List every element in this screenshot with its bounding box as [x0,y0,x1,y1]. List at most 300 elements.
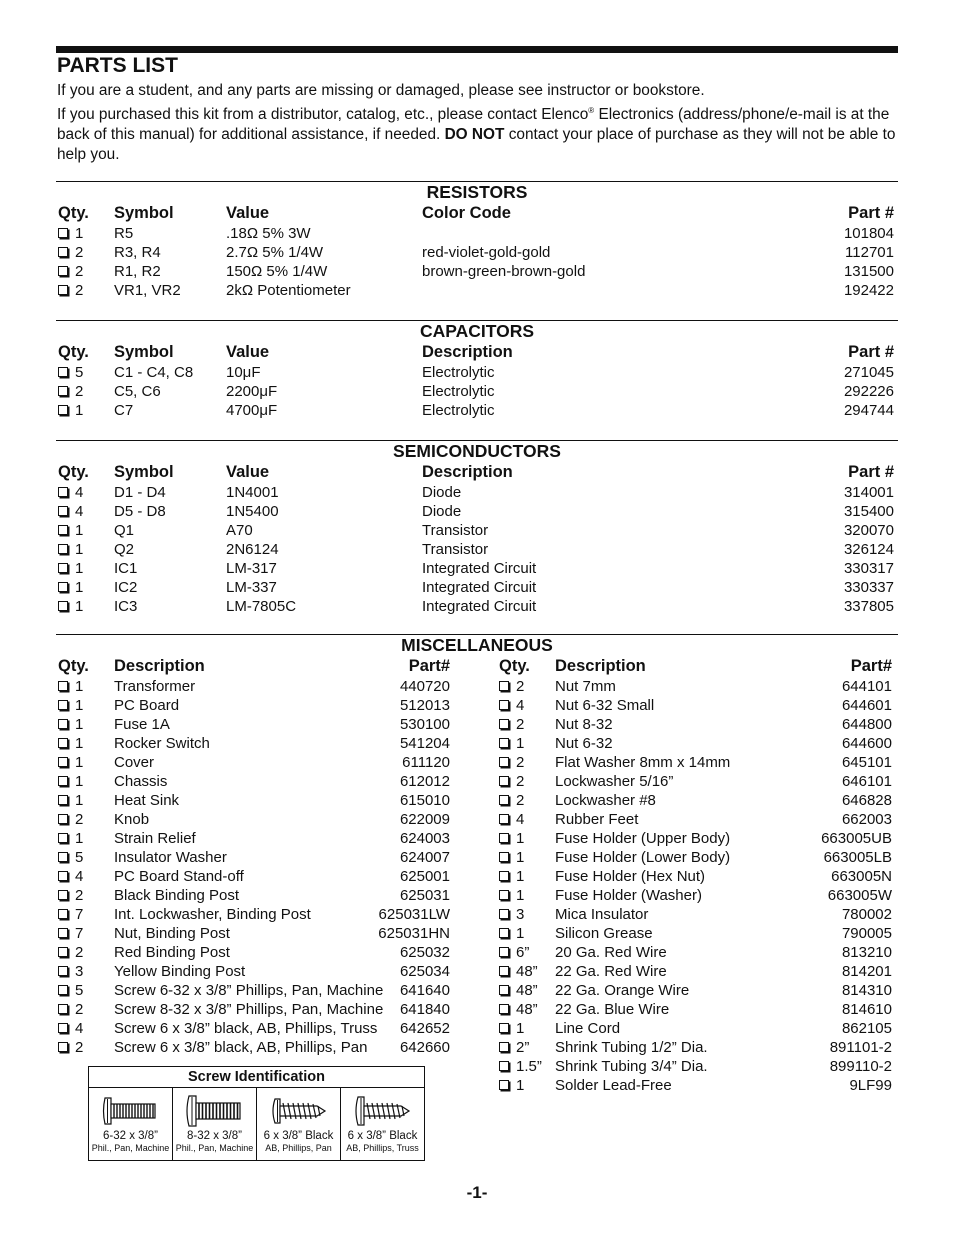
checkbox-icon[interactable] [499,1004,509,1014]
checkbox-icon[interactable] [499,776,509,786]
qty-value: 5 [75,364,84,381]
table-header [56,203,898,224]
qty-value: 3 [516,906,525,923]
qty-cell [58,578,83,597]
checkbox-icon[interactable] [58,719,68,729]
description-cell: Yellow Binding Post [114,963,246,980]
qty-value: 2 [516,716,525,733]
qty-value: 2 [516,754,525,771]
checkbox-icon[interactable] [58,890,68,900]
table-row [56,578,898,597]
qty-value: 1 [516,925,525,942]
table-row [497,1076,895,1095]
qty-cell [58,962,83,981]
checkbox-icon[interactable] [58,909,68,919]
qty-value: 1 [75,792,84,809]
checkbox-icon[interactable] [58,285,68,295]
table-header [56,342,898,363]
qty-value: 2 [75,1039,84,1056]
description-cell: Chassis [114,773,168,790]
symbol-cell: C5, C6 [114,383,161,400]
value-cell: A70 [226,522,253,539]
qty-cell [499,1038,529,1057]
checkbox-icon[interactable] [58,757,68,767]
qty-value: 4 [75,1020,84,1037]
checkbox-icon[interactable] [58,1042,68,1052]
misc-left-rows [56,677,476,1057]
qty-cell [58,401,83,420]
qty-value: 2 [75,811,84,828]
table-row [56,848,476,867]
part-number-cell: 624003 [399,830,450,847]
header-symbol: Symbol [114,463,174,481]
table-row [497,715,895,734]
header-description: Description [422,463,513,481]
symbol-cell: IC1 [114,560,138,577]
part-number-cell: 541204 [399,735,450,752]
description-cell: Insulator Washer [114,849,227,866]
capacitor-rows [56,363,898,420]
qty-cell [58,772,83,791]
checkbox-icon[interactable] [58,367,68,377]
qty-value: 2 [75,944,84,961]
checkbox-icon[interactable] [58,247,68,257]
section-title-capacitors: CAPACITORS [419,321,535,341]
qty-value: 1 [75,225,84,242]
checkbox-icon[interactable] [499,928,509,938]
qty-value: 2” [516,1039,530,1056]
table-row [56,382,898,401]
qty-value: 1 [516,849,525,866]
part-number-cell: 646101 [841,773,892,790]
description-cell: Electrolytic [422,364,495,381]
checkbox-icon[interactable] [58,985,68,995]
table-row [56,243,898,262]
description-cell: Knob [114,811,150,828]
checkbox-icon[interactable] [58,506,68,516]
screw-size-label: 6 x 3/8” Black [347,1130,418,1142]
checkbox-icon[interactable] [499,833,509,843]
qty-value: 2 [75,263,84,280]
table-row [497,867,895,886]
screw-cell [173,1088,257,1160]
checkbox-icon[interactable] [58,1023,68,1033]
checkbox-icon[interactable] [499,871,509,881]
description-cell: Integrated Circuit [422,598,537,615]
part-number-cell: 780002 [841,906,892,923]
qty-value: 2 [75,1001,84,1018]
qty-cell [58,363,83,382]
table-row [56,753,476,772]
part-number-cell: 625001 [399,868,450,885]
table-row [56,981,476,1000]
qty-value: 5 [75,982,84,999]
description-cell: 22 Ga. Orange Wire [555,982,690,999]
symbol-cell: D1 - D4 [114,484,166,501]
qty-cell [499,829,524,848]
qty-value: 4 [516,697,525,714]
screw-identification-box [88,1066,425,1161]
part-number-cell: 644600 [841,735,892,752]
qty-value: 1 [516,830,525,847]
description-cell: 22 Ga. Red Wire [555,963,667,980]
qty-value: 1.5” [516,1058,542,1075]
qty-value: 2 [516,792,525,809]
checkbox-icon[interactable] [499,852,509,862]
section-title-miscellaneous: MISCELLANEOUS [401,635,553,655]
header-qty: Qty. [58,463,89,481]
description-cell: red-violet-gold-gold [422,244,551,261]
qty-cell [58,1038,83,1057]
part-number-cell: 530100 [399,716,450,733]
checkbox-icon[interactable] [58,966,68,976]
checkbox-icon[interactable] [499,985,509,995]
part-number-cell: 625031LW [378,906,450,923]
checkbox-icon[interactable] [499,966,509,976]
checkbox-icon[interactable] [499,681,509,691]
part-number-cell: 663005W [827,887,892,904]
qty-value: 2 [75,282,84,299]
qty-cell [58,262,83,281]
qty-cell [499,943,529,962]
qty-value: 2 [75,244,84,261]
description-cell: Silicon Grease [555,925,653,942]
checkbox-icon[interactable] [58,814,68,824]
checkbox-icon[interactable] [58,487,68,497]
table-row [56,281,898,300]
qty-value: 1 [516,868,525,885]
description-cell: Transistor [422,541,489,558]
description-cell: Nut, Binding Post [114,925,230,942]
part-number-cell: 101804 [843,225,894,242]
semiconductors-table [56,462,898,616]
qty-value: 7 [75,925,84,942]
qty-cell [58,943,83,962]
header-description: Description [114,657,205,675]
header-qty: Qty. [58,343,89,361]
symbol-cell: R5 [114,225,134,242]
capacitors-table [56,342,898,420]
misc-table-left [56,656,476,1057]
qty-value: 6” [516,944,530,961]
symbol-cell: IC2 [114,579,138,596]
table-row [497,753,895,772]
qty-cell [58,1019,83,1038]
description-cell: Transformer [114,678,196,695]
part-number-cell: 644101 [841,678,892,695]
part-number-cell: 612012 [399,773,450,790]
description-cell: Nut 8-32 [555,716,613,733]
table-row [56,1000,476,1019]
table-row [497,1000,895,1019]
checkbox-icon[interactable] [58,1004,68,1014]
checkbox-icon[interactable] [499,757,509,767]
description-cell: Electrolytic [422,383,495,400]
checkbox-icon[interactable] [58,386,68,396]
value-cell: 2200μF [226,383,278,400]
qty-value: 1 [75,541,84,558]
qty-cell [499,772,524,791]
table-header [56,656,476,677]
intro-line-1: If you are a student, and any parts are missing or damaged, please see instructor or bookstore. [57,82,705,99]
description-cell: Screw 6 x 3/8” black, AB, Phillips, Pan [114,1039,368,1056]
checkbox-icon[interactable] [499,909,509,919]
qty-cell [499,715,524,734]
checkbox-icon[interactable] [58,795,68,805]
part-number-cell: 611120 [402,754,450,771]
qty-cell [58,382,83,401]
qty-value: 2 [75,887,84,904]
part-number-cell: 645101 [841,754,892,771]
table-row [497,924,895,943]
symbol-cell: Q1 [114,522,135,539]
part-number-cell: 625031 [399,887,450,904]
qty-value: 2 [516,773,525,790]
qty-cell [499,924,524,943]
checkbox-icon[interactable] [499,947,509,957]
description-cell: brown-green-brown-gold [422,263,586,280]
description-cell: Nut 6-32 [555,735,613,752]
checkbox-icon[interactable] [58,582,68,592]
screw-type-label: AB, Phillips, Pan [265,1143,332,1153]
description-cell: Fuse Holder (Hex Nut) [555,868,706,885]
description-cell: Diode [422,484,462,501]
part-number-cell: 315400 [843,503,894,520]
qty-cell [499,886,524,905]
description-cell: Shrink Tubing 3/4” Dia. [555,1058,708,1075]
qty-value: 2 [75,383,84,400]
description-cell: Fuse 1A [114,716,170,733]
screw-size-label: 6 x 3/8” Black [263,1130,334,1142]
checkbox-icon[interactable] [499,1061,509,1071]
description-cell: Shrink Tubing 1/2” Dia. [555,1039,708,1056]
description-cell: PC Board [114,697,180,714]
top-rule [56,46,898,53]
qty-value: 4 [75,503,84,520]
value-cell: 1N5400 [226,503,279,520]
qty-value: 1 [75,716,84,733]
part-number-cell: 337805 [843,598,894,615]
qty-cell [58,243,83,262]
value-cell: 2.7Ω 5% 1/4W [226,244,324,261]
part-number-cell: 622009 [399,811,450,828]
description-cell: Cover [114,754,155,771]
qty-cell [499,1000,538,1019]
part-number-cell: 625034 [399,963,450,980]
qty-cell [58,848,83,867]
table-row [56,886,476,905]
value-cell: LM-317 [226,560,277,577]
qty-value: 1 [75,560,84,577]
checkbox-icon[interactable] [499,795,509,805]
sheet-metal-screw-icon [269,1094,329,1128]
table-row [56,924,476,943]
qty-cell [499,696,524,715]
checkbox-icon[interactable] [58,833,68,843]
qty-cell [499,791,524,810]
qty-cell [499,905,524,924]
table-row [497,943,895,962]
description-cell: Nut 6-32 Small [555,697,655,714]
description-cell: Mica Insulator [555,906,649,923]
table-row [56,483,898,502]
part-number-cell: 625032 [399,944,450,961]
value-cell: LM-337 [226,579,277,596]
part-number-cell: 790005 [841,925,892,942]
qty-value: 7 [75,906,84,923]
part-number-cell: 642660 [399,1039,450,1056]
qty-value: 1 [75,579,84,596]
table-row [56,363,898,382]
table-row [56,829,476,848]
header-qty: Qty. [58,657,89,675]
qty-value: 1 [516,1077,525,1094]
symbol-cell: Q2 [114,541,135,558]
value-cell: 10μF [226,364,261,381]
screw-cell [341,1088,424,1160]
table-row [56,559,898,578]
part-number-cell: 642652 [399,1020,450,1037]
machine-screw-icon [101,1094,161,1128]
checkbox-icon[interactable] [58,852,68,862]
screw-type-label: Phil., Pan, Machine [91,1143,170,1153]
machine-screw-icon [185,1094,245,1128]
checkbox-icon[interactable] [499,738,509,748]
qty-value: 1 [516,1020,525,1037]
checkbox-icon[interactable] [58,601,68,611]
symbol-cell: IC3 [114,598,138,615]
qty-cell [58,715,83,734]
qty-value: 2 [516,678,525,695]
qty-cell [499,1076,524,1095]
checkbox-icon[interactable] [499,1042,509,1052]
value-cell: .18Ω 5% 3W [226,225,311,242]
part-number-cell: 440720 [399,678,450,695]
part-number-cell: 641640 [399,982,450,999]
description-cell: Electrolytic [422,402,495,419]
header-part: Part# [850,657,892,675]
symbol-cell: C7 [114,402,134,419]
checkbox-icon[interactable] [58,776,68,786]
qty-cell [58,981,83,1000]
checkbox-icon[interactable] [499,814,509,824]
table-row [497,810,895,829]
part-number-cell: 814610 [841,1001,892,1018]
table-row [56,1038,476,1057]
qty-cell [58,521,83,540]
table-row [56,791,476,810]
qty-value: 1 [75,830,84,847]
part-number-cell: 624007 [399,849,450,866]
checkbox-icon[interactable] [58,405,68,415]
checkbox-icon[interactable] [58,871,68,881]
checkbox-icon[interactable] [58,266,68,276]
part-number-cell: 662003 [841,811,892,828]
qty-cell [58,677,83,696]
part-number-cell: 663005N [831,868,892,885]
qty-cell [499,734,524,753]
part-number-cell: 330317 [843,560,894,577]
checkbox-icon[interactable] [499,700,509,710]
table-row [497,696,895,715]
qty-value: 1 [75,735,84,752]
table-row [56,905,476,924]
section-title-semiconductors: SEMICONDUCTORS [393,441,561,461]
checkbox-icon[interactable] [499,1023,509,1033]
part-number-cell: 320070 [843,522,894,539]
table-row [497,772,895,791]
checkbox-icon[interactable] [58,563,68,573]
qty-cell [499,1019,524,1038]
checkbox-icon[interactable] [499,1080,509,1090]
checkbox-icon[interactable] [58,738,68,748]
table-row [56,943,476,962]
table-row [497,962,895,981]
table-row [56,677,476,696]
qty-cell [499,677,524,696]
description-cell: Diode [422,503,462,520]
table-row [497,905,895,924]
table-row [56,540,898,559]
header-value: Value [226,343,270,361]
screw-identification-cells [89,1088,424,1160]
checkbox-icon[interactable] [58,544,68,554]
qty-cell [499,981,538,1000]
part-number-cell: 814201 [841,963,892,980]
qty-value: 1 [75,522,84,539]
qty-cell [499,753,524,772]
qty-value: 1 [516,887,525,904]
symbol-cell: R1, R2 [114,263,161,280]
qty-cell [58,281,83,300]
description-cell: 22 Ga. Blue Wire [555,1001,670,1018]
header-symbol: Symbol [114,204,174,222]
checkbox-icon[interactable] [499,719,509,729]
qty-value: 4 [516,811,525,828]
header-part: Part# [408,657,450,675]
checkbox-icon[interactable] [58,525,68,535]
header-qty: Qty. [499,657,530,675]
qty-cell [58,502,83,521]
description-cell: Flat Washer 8mm x 14mm [555,754,731,771]
checkbox-icon[interactable] [58,228,68,238]
qty-value: 1 [75,402,84,419]
checkbox-icon[interactable] [58,681,68,691]
header-color-code: Color Code [422,204,511,222]
description-cell: Rubber Feet [555,811,639,828]
screw-type-label: Phil., Pan, Machine [175,1143,254,1153]
value-cell: 2kΩ Potentiometer [226,282,351,299]
qty-value: 1 [516,735,525,752]
description-cell: Black Binding Post [114,887,240,904]
checkbox-icon[interactable] [58,947,68,957]
checkbox-icon[interactable] [58,700,68,710]
checkbox-icon[interactable] [499,890,509,900]
qty-cell [58,753,83,772]
resistor-rows [56,224,898,300]
screw-type-label: AB, Phillips, Truss [346,1143,419,1153]
table-row [56,502,898,521]
qty-cell [58,696,83,715]
part-number-cell: 615010 [399,792,450,809]
part-number-cell: 813210 [841,944,892,961]
qty-value: 3 [75,963,84,980]
value-cell: LM-7805C [226,598,297,615]
header-description: Description [422,343,513,361]
symbol-cell: VR1, VR2 [114,282,181,299]
table-row [56,810,476,829]
checkbox-icon[interactable] [58,928,68,938]
